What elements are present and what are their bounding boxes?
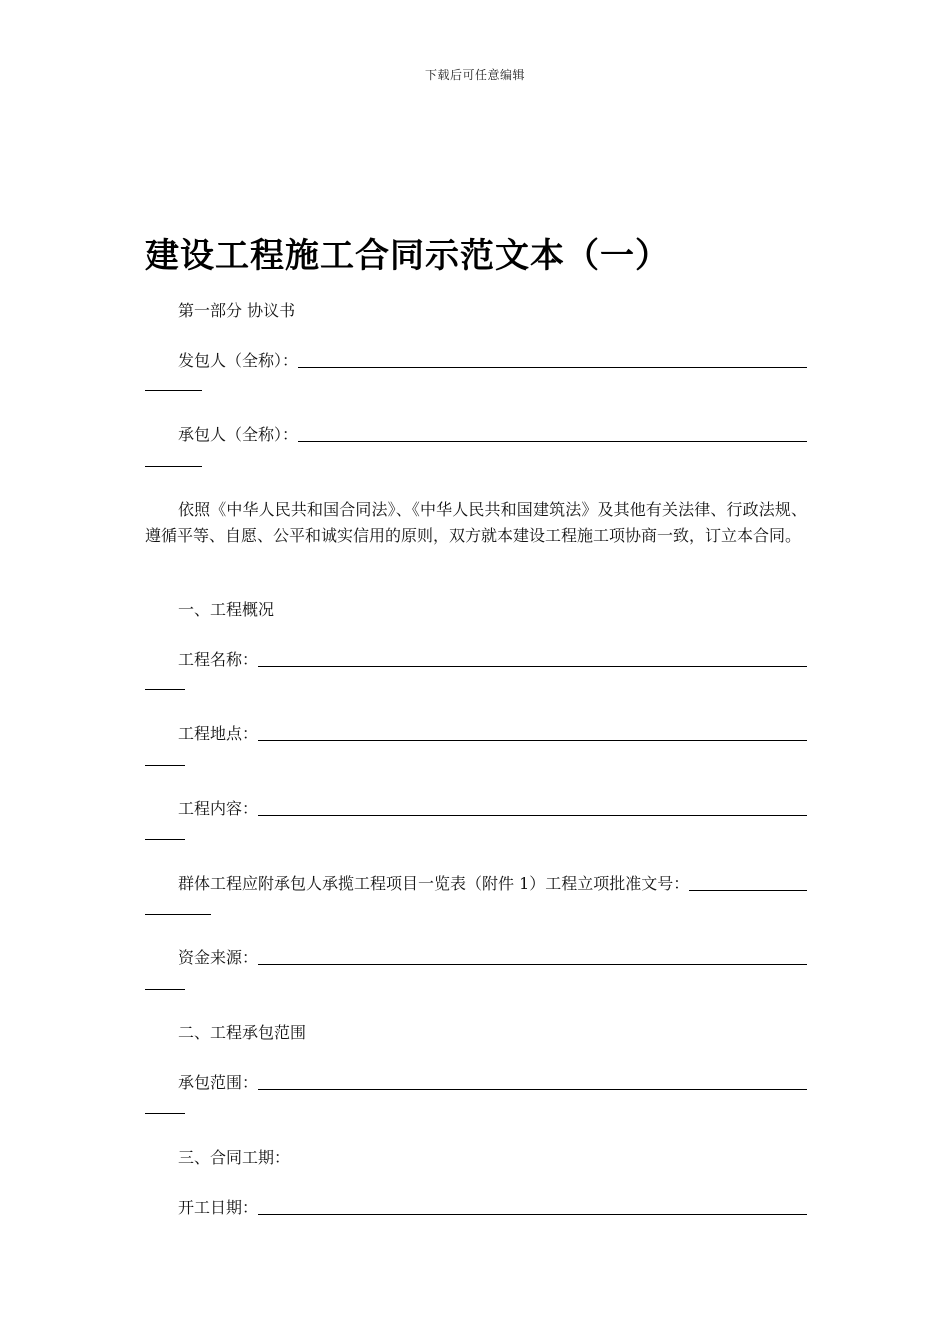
employer-blank-continuation[interactable]	[145, 390, 202, 391]
scope-label: 承包范围：	[178, 1073, 259, 1092]
project-content-blank-line[interactable]	[258, 814, 807, 816]
project-location-blank-continuation[interactable]	[145, 765, 185, 766]
contractor-label: 承包人（全称）：	[178, 425, 299, 444]
start-date-field[interactable]	[178, 1195, 807, 1221]
project-name-blank-continuation[interactable]	[145, 689, 185, 690]
start-date-label: 开工日期：	[178, 1198, 259, 1217]
employer-blank-line[interactable]	[298, 366, 807, 368]
page-header-note: 下载后可任意编辑	[424, 68, 525, 82]
section2-heading: 二、工程承包范围	[178, 1023, 307, 1042]
start-date-blank-line[interactable]	[258, 1213, 807, 1215]
group-project-blank-line[interactable]	[689, 889, 807, 891]
project-content-field[interactable]	[178, 796, 807, 822]
fund-source-field[interactable]	[178, 945, 807, 971]
fund-source-label: 资金来源：	[178, 948, 259, 967]
project-name-field[interactable]	[178, 647, 807, 673]
contractor-field[interactable]	[178, 422, 807, 448]
document-title: 建设工程施工合同示范文本（一）	[145, 236, 670, 276]
scope-blank-continuation[interactable]	[145, 1113, 185, 1114]
contractor-blank-line[interactable]	[298, 440, 807, 442]
part1-heading: 第一部分 协议书	[178, 301, 296, 320]
employer-label: 发包人（全称）：	[178, 351, 299, 370]
section3-heading: 三、合同工期：	[178, 1148, 291, 1167]
fund-source-blank-line[interactable]	[258, 963, 807, 965]
fund-source-blank-continuation[interactable]	[145, 989, 185, 990]
group-project-field[interactable]	[178, 871, 807, 897]
employer-field[interactable]	[178, 348, 807, 374]
scope-blank-line[interactable]	[258, 1088, 807, 1090]
project-location-label: 工程地点：	[178, 724, 259, 743]
contractor-blank-continuation[interactable]	[145, 466, 202, 467]
intro-paragraph: 依照《中华人民共和国合同法》、《中华人民共和国建筑法》及其他有关法律、行政法规、遵循平等、自愿、公平和诚实信用的原则，双方就本建设工程施工项协商一致，订立本合同。	[145, 500, 807, 545]
project-location-blank-line[interactable]	[258, 739, 807, 741]
group-project-label: 群体工程应附承包人承揽工程项目一览表（附件 1）工程立项批准文号：	[178, 874, 690, 893]
project-location-field[interactable]	[178, 721, 807, 747]
project-name-blank-line[interactable]	[258, 665, 807, 667]
project-name-label: 工程名称：	[178, 650, 259, 669]
project-content-label: 工程内容：	[178, 799, 259, 818]
scope-field[interactable]	[178, 1070, 807, 1096]
project-content-blank-continuation[interactable]	[145, 839, 185, 840]
section1-heading: 一、工程概况	[178, 600, 275, 619]
group-project-blank-continuation[interactable]	[145, 914, 211, 915]
